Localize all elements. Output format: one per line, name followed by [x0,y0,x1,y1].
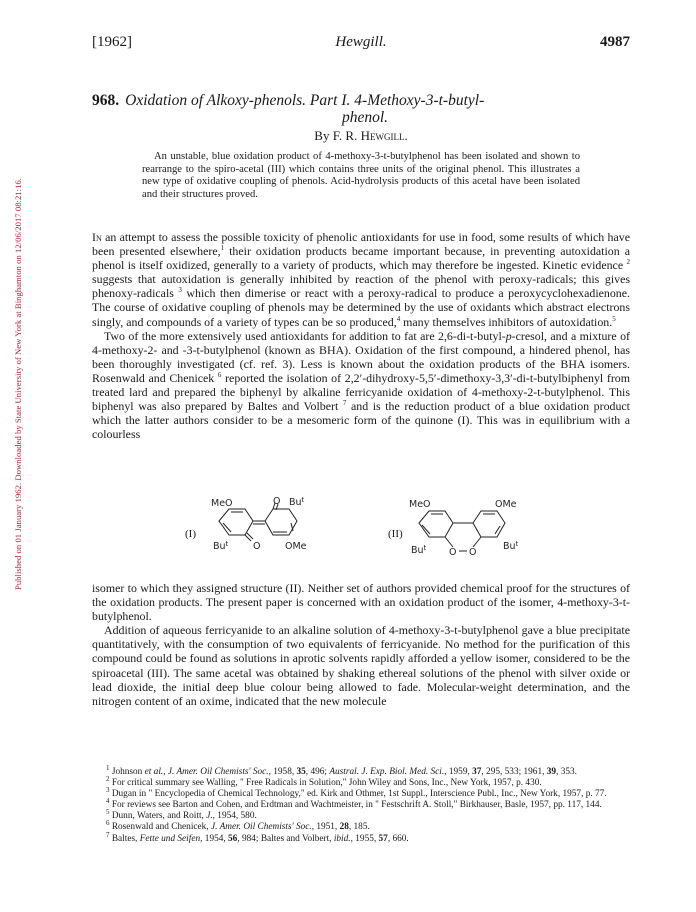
abstract: An unstable, blue oxidation product of 4-methoxy-3-t-butylphenol has been isolated and shown to rearrange to the spiro-acetal (III) which contains three units of the original phenol. This illustrates a new type of oxidative coupling of phenols. Acid-hydrolysis products of this acetal have been isolated and their structures proved. [142,151,580,201]
peroxide-oxygen-label: O [469,547,477,558]
footnote-1: $^1$ Johnson et al., J. Amer. Oil Chemists' Soc., 1958, 35, 496; Austral. J. Exp. Biol. Med. Sci., 1959, 37, 295, 533; 1961, 39, 353. [106,763,577,777]
p1-text-c: suggests that autoxidation is generally inhibited by reaction of the phenol with peroxy-radicals; this gives phenoxy-radicals [92,272,630,301]
ref-marker: 7 [342,399,347,408]
paragraph-3: isomer to which they assigned structure (II). Neither set of authors provided chemical proof for the structures of the oxidation products. The present paper is concerned with an oxidation product of the isomer, 4-methoxy-3-t-butylphenol. [92,581,630,624]
running-head-year: [1962] [92,34,132,50]
article-title [92,92,630,126]
p2-italic-p: p [505,328,512,343]
ref-marker: 4 [396,314,401,323]
author-by: By [314,128,330,143]
tert-butyl-label: Bu$^t$ [503,540,519,552]
running-head-author: Hewgill. [335,34,387,50]
p2-text-c: reported the isolation of 2,2′-dihydroxy-5,5′-dimethoxy-3,3′-di-t-butylbiphenyl from treated lard and prepared the biphenyl by alkaline ferricyanide oxidation of 4-methoxy-2-t-butylphenol. This biphenyl was also prepared by Baltes and Volbert [92,370,630,414]
chemical-structures-figure [92,497,630,575]
ref-marker: 5 [612,314,616,323]
quinone-structure-I [207,497,337,573]
paragraph-1 [92,230,630,329]
download-watermark [2,70,23,590]
body-text-top [92,230,630,441]
p2-text-d: and is the reduction product of a blue oxidation product which the latter authors consider to be a mesomeric form of the quinone (I). This was in equilibrium with a colourless [92,399,630,442]
article-number: 968. [92,92,120,109]
paragraph-4: Addition of aqueous ferricyanide to an alkaline solution of 4-methoxy-3-t-butylphenol gave a blue precipitate quantitatively, with the consumption of two equivalents of ferricyanide. No method for the purification of this compound could be found as solutions in aprotic solvents rapidly afforded a yellow isomer, considered to be the spiroacetal (III). The same acetal was obtained by shaking ethereal solutions of the phenol with silver oxide or lead dioxide, the initial deep blue colour being allowed to fade. Molecular-weight determination, and the nitrogen content of an oxime, indicated that the new molecule [92,623,630,708]
structure-label-II: (II) [388,528,403,540]
tert-butyl-label: Bu$^t$ [411,544,427,556]
methoxy-label: OMe [285,541,307,552]
footnote-2: $^2$ For critical summary see Walling, " Free Radicals in Solution," John Wiley and Sons, Inc., New York, 1957, p. 430. [106,775,542,789]
paragraph-2 [92,329,630,442]
methoxy-label: MeO [211,498,233,509]
tert-butyl-label: Bu$^t$ [289,497,305,508]
download-watermark-text: Published on 01 January 1962. Downloaded by State University of New York at Binghamton on 12/06/2017 08:21:16. [13,177,23,590]
p1-text-b: their oxidation products became important because, in preventing autoxidation a phenol is itself oxidized, generally to a variety of products, which may therefore be ingested. Kinetic evidence [92,244,630,273]
footnote-3: $^3$ Dugan in " Encyclopedia of Chemical Technology," ed. Kirk and Othmer, 1st Suppl., Interscience Publ., Inc., New York, 1957, p. 77. [106,786,607,800]
p2-text-a: Two of the more extensively used antioxidants for addition to fat are 2,6-di-t-butyl- [104,328,506,343]
footnote-6: $^6$ Rosenwald and Chenicek, J. Amer. Oil Chemists' Soc., 1951, 28, 185. [106,819,370,833]
p1-text-a: an attempt to assess the possible toxicity of phenolic antioxidants for use in food, some results of which have been presented elsewhere, [92,230,630,259]
methoxy-label: MeO [409,499,431,510]
footnote-5: $^5$ Dunn, Waters, and Roitt, J., 1954, 580. [106,808,257,822]
ref-marker: 3 [178,286,182,295]
carbonyl-oxygen-label: O [253,541,261,552]
tert-butyl-label: Bu$^t$ [213,540,229,552]
ref-marker: 2 [626,258,630,267]
footnote-4: $^4$ For reviews see Barton and Cohen, and Erdtman and Wachtmeister, in " Festschrift A. Stoll," Birkhauser, Basle, 1957, pp. 117, 144. [106,797,602,811]
running-head [92,34,630,54]
p1-text-d: which then dimerise or react with a peroxy-radical to produce a peroxycyclohexadienone. The course of oxidative coupling of phenols may be determined by the use of oxidants which abstract electrons singly, and compounds of a variety of types can be so produced, [92,286,630,329]
running-head-page-number: 4987 [600,34,630,50]
author-name: F. R. Hewgill. [332,128,408,143]
peroxide-structure-II [407,497,547,575]
structure-label-I: (I) [185,528,196,540]
footnote-7: $^7$ Baltes, Fette und Seifen, 1954, 56, 984; Baltes and Volbert, ibid., 1955, 57, 660. [106,830,409,844]
ref-marker: 1 [220,244,225,253]
article-title-line-2: phenol. [341,109,389,126]
author-line [92,128,630,144]
methoxy-label: OMe [495,499,517,510]
carbonyl-oxygen-label: O [273,497,281,507]
p2-text-b: -cresol, and a mixture of 4-methoxy-2- and -3-t-butylphenol (known as BHA). Oxidation of the first compound, a hindered phenol, has been thoroughly investigated (cf. ref. 3). Less is known about the oxidation products of the BHA isomers. Rosenwald and Chenicek [92,328,630,385]
p1-text-e: many themselves inhibitors of autoxidation. [400,314,613,329]
article-title-line-1: Oxidation of Alkoxy-phenols. Part I. 4-Methoxy-3-t-butyl- [125,92,485,109]
lead-in: In [92,230,102,244]
body-text-bottom [92,581,630,708]
ref-marker: 6 [217,370,222,379]
footnotes [92,763,630,845]
peroxide-oxygen-label: O [449,547,457,558]
